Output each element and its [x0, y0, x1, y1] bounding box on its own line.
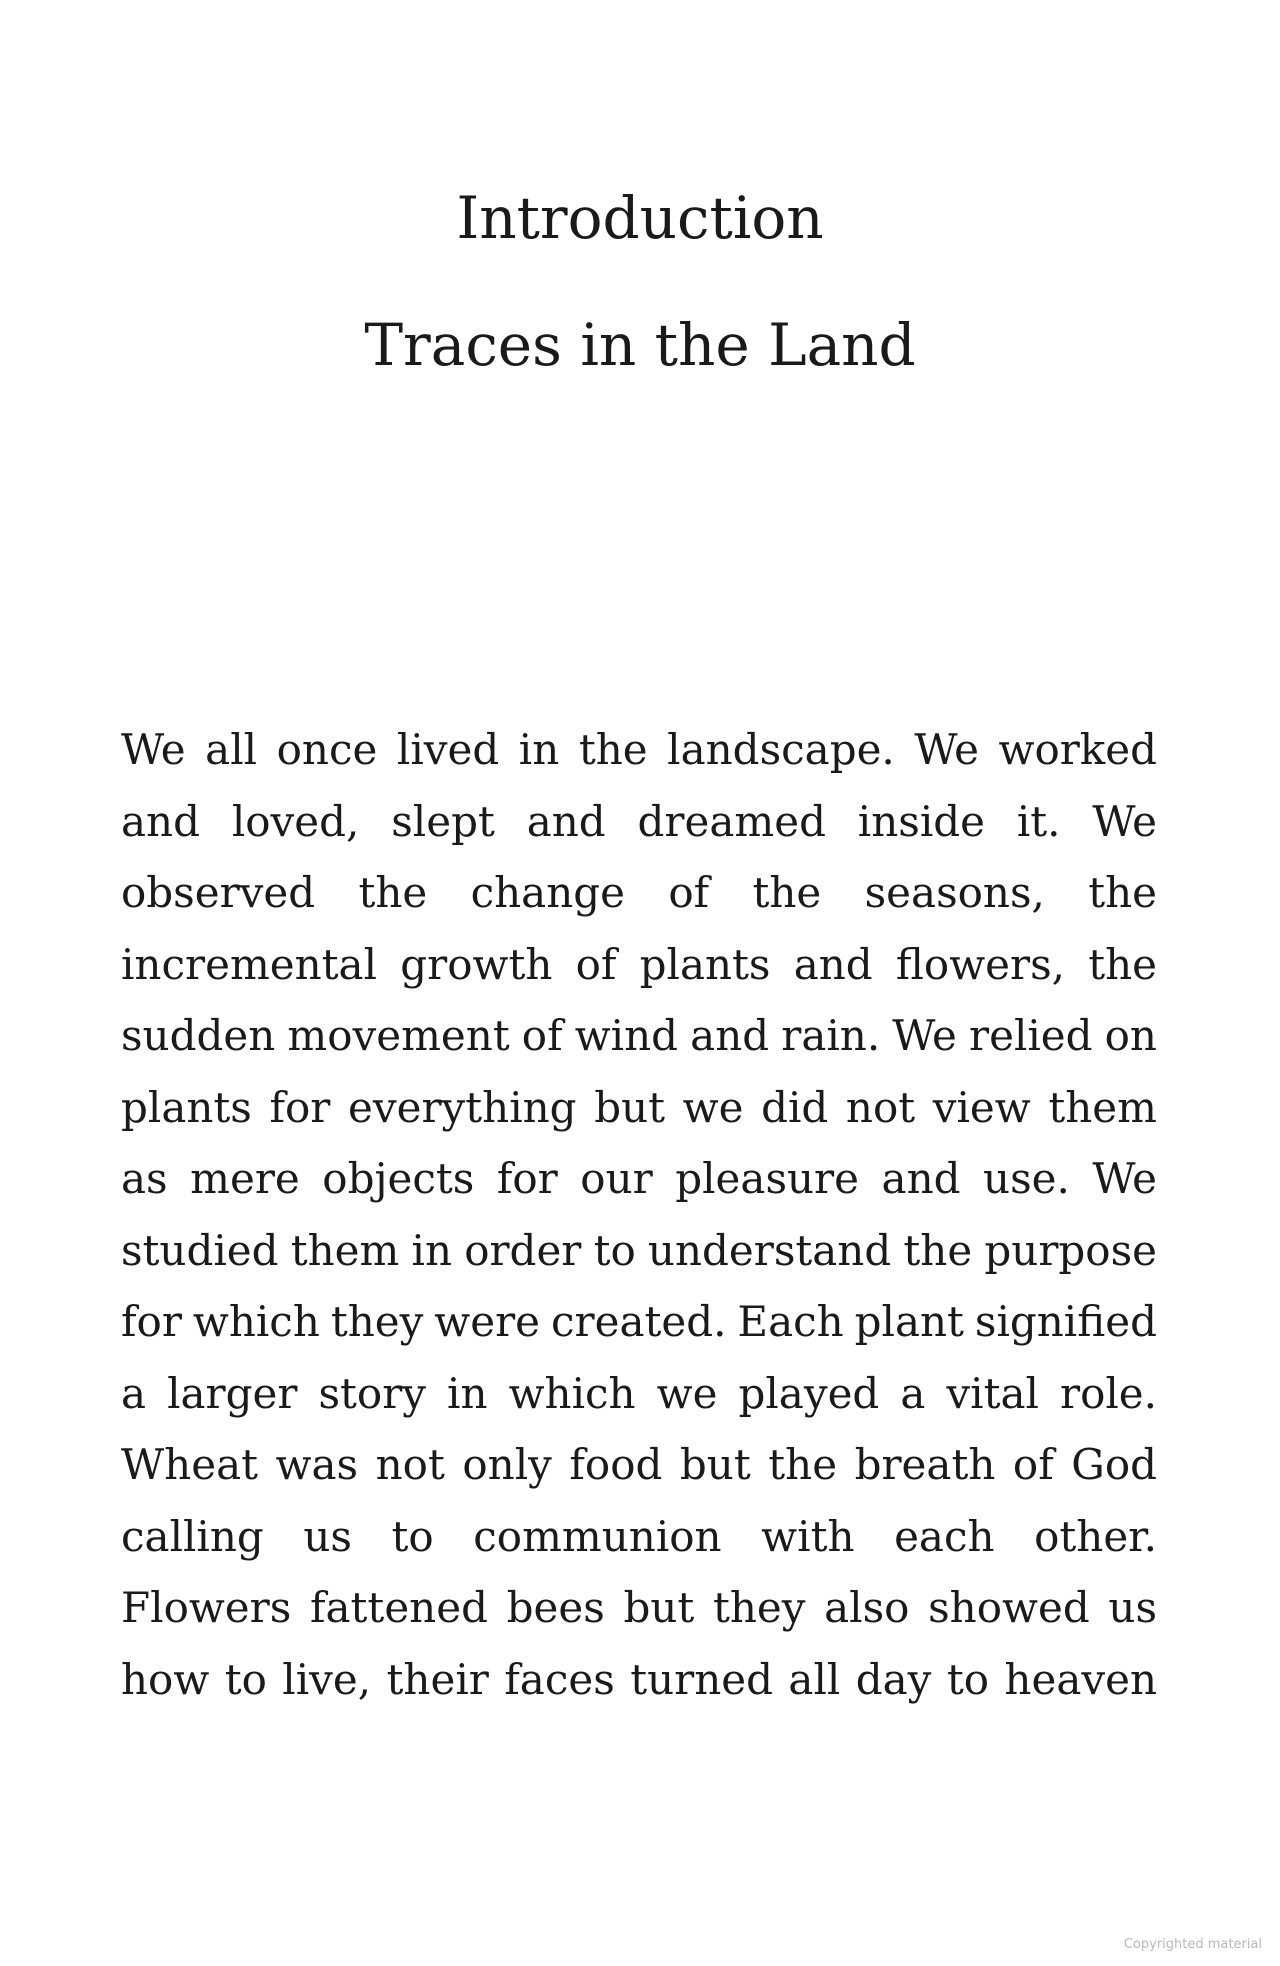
text-line: plants for everything but we did not view them	[121, 1082, 1157, 1132]
text-line: a larger story in which we played a vital role.	[121, 1368, 1157, 1418]
chapter-title: Traces in the Land	[364, 311, 916, 379]
text-line: studied them in order to understand the purpose	[121, 1225, 1157, 1275]
text-line: how to live, their faces turned all day to heaven	[121, 1654, 1157, 1704]
text-line: sudden movement of wind and rain. We relied on	[121, 1011, 1157, 1060]
text-line: Wheat was not only food but the breath of God	[121, 1440, 1157, 1489]
text-line: observed the change of the seasons, the	[121, 868, 1157, 917]
text-line: for which they were created. Each plant signified	[121, 1297, 1157, 1346]
text-line: as mere objects for our pleasure and use. We	[121, 1154, 1157, 1203]
text-line: We all once lived in the landscape. We worked	[121, 725, 1157, 774]
text-line: incremental growth of plants and flowers, the	[121, 939, 1157, 989]
body-paragraph	[121, 714, 1157, 1715]
text-line: calling us to communion with each other.	[121, 1511, 1157, 1561]
chapter-label: Introduction	[456, 184, 824, 252]
text-line: and loved, slept and dreamed inside it. We	[121, 796, 1157, 846]
copyright-notice: Copyrighted material	[1123, 1937, 1262, 1952]
text-line: Flowers fattened bees but they also showed us	[121, 1583, 1157, 1632]
